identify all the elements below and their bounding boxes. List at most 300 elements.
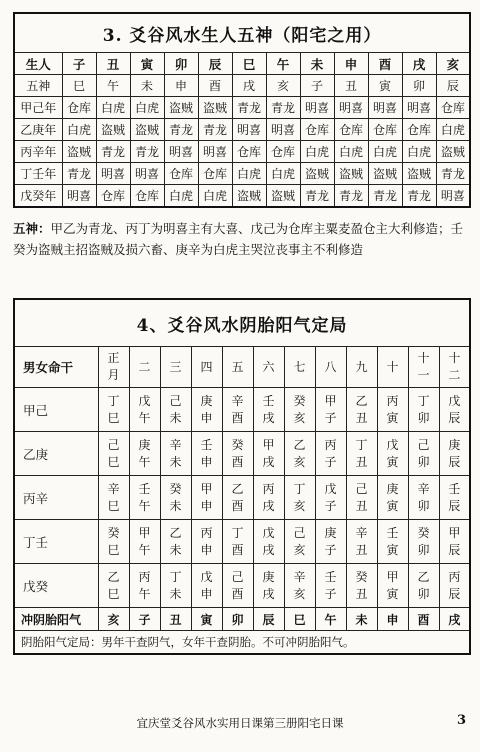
table2-cell-char: 辛 [355,525,368,540]
table2-cell-char: 丁 [169,569,182,584]
table1-cell: 盗贼 [198,97,232,119]
table2-cell-char: 甲 [448,525,461,540]
table2-cell [129,432,160,476]
table2-cell-char: 巳 [107,542,120,557]
month-header-char: 正 [107,351,120,365]
table2-cell [253,564,284,608]
table1-cell: 青龙 [130,141,164,163]
table2-cell-char: 丑 [355,454,368,469]
table2-cell-char: 壬 [200,437,213,452]
table2-cell-char: 酉 [231,586,244,601]
month-header-cell [377,347,408,388]
table2-cell [191,476,222,520]
table2-title: 4、爻谷风水阴胎阳气定局 [14,299,470,347]
table2-row-label: 丙辛 [14,476,98,520]
table2-corner: 男女命干 [14,347,98,388]
table2-cell-char: 寅 [386,410,399,425]
table2-cell [191,564,222,608]
month-header-cell [439,347,470,388]
table2-cell [284,520,315,564]
table1-cell: 明喜 [266,119,300,141]
month-header-cell [129,347,160,388]
table2-cell-char: 午 [138,586,151,601]
table2-row [14,564,470,608]
table1-cell: 白虎 [62,119,96,141]
table1-header-cell: 子 [62,53,96,75]
table1-cell: 盗贼 [266,185,300,208]
table2-cell-char: 己 [293,525,306,540]
table2-cell [129,564,160,608]
table2-cell [377,476,408,520]
table2-cell-char: 巳 [107,454,120,469]
table1-cell: 仓库 [402,119,436,141]
table2-cell [98,432,129,476]
table2-cell [315,564,346,608]
table2-cell-char: 丙 [448,569,461,584]
table1-cell: 明喜 [368,97,402,119]
table2-cell-char: 戌 [262,410,275,425]
table2-cell-char: 乙 [231,481,244,496]
table1-cell: 白虎 [198,185,232,208]
table2-cell-char: 未 [169,454,182,469]
clash-row [14,608,470,631]
table2-cell-char: 戌 [262,498,275,513]
table2-cell-char: 申 [200,454,213,469]
table2-cell-char: 壬 [386,525,399,540]
table1-cell: 盗贼 [130,119,164,141]
table2-cell [377,520,408,564]
table2-cell [160,476,191,520]
table2-cell [315,476,346,520]
yin-yang-table [13,298,471,655]
table2-cell-char: 丁 [231,525,244,540]
table1-cell: 戌 [232,75,266,97]
table2-cell-char: 丙 [262,481,275,496]
table2-cell-char: 壬 [262,393,275,408]
clash-cell: 申 [377,608,408,631]
table2-cell-char: 庚 [324,525,337,540]
table1-row [14,119,470,141]
month-header-char: 十 [448,351,461,365]
table1-cell: 盗贼 [62,141,96,163]
table1-cell: 盗贼 [402,163,436,185]
table1-cell: 白虎 [266,163,300,185]
clash-cell: 午 [315,608,346,631]
table2-cell-char: 戊 [262,525,275,540]
table2-cell-char: 未 [169,498,182,513]
table2-cell-char: 乙 [417,569,430,584]
month-header-char: 六 [262,359,275,374]
table2-cell [346,520,377,564]
five-spirits-table [13,12,471,208]
table1-cell: 仓库 [368,119,402,141]
table1-cell: 明喜 [130,163,164,185]
clash-cell: 子 [129,608,160,631]
table1-row [14,163,470,185]
table2-cell-char: 戊 [324,481,337,496]
table2-cell [222,520,253,564]
table2-cell [98,476,129,520]
table1-header-cell: 申 [334,53,368,75]
table1-cell: 盗贼 [96,119,130,141]
month-header-cell [253,347,284,388]
table2-cell-char: 丙 [138,569,151,584]
table1-cell: 白虎 [300,141,334,163]
table2-cell [439,520,470,564]
table2-cell-char: 卯 [417,542,430,557]
table2-cell-char: 壬 [448,481,461,496]
table2-cell-char: 未 [169,586,182,601]
table2-cell-char: 戌 [262,454,275,469]
table1-header-cell: 巳 [232,53,266,75]
table1-cell: 青龙 [96,141,130,163]
table1-cell: 子 [300,75,334,97]
table2-cell-char: 丑 [355,542,368,557]
table2-cell-char: 寅 [386,454,399,469]
table1-header-cell: 寅 [130,53,164,75]
table2-row-label: 乙庚 [14,432,98,476]
table2-cell-char: 己 [355,481,368,496]
table1-cell: 青龙 [232,97,266,119]
table2-cell-char: 甲 [200,481,213,496]
table1-row-label: 甲己年 [14,97,62,119]
table2-cell-char: 庚 [262,569,275,584]
table1-cell: 盗贼 [436,141,470,163]
table2-cell [222,388,253,432]
table1-cell: 青龙 [368,185,402,208]
table2-cell-char: 辰 [448,454,461,469]
table1-cell: 青龙 [402,185,436,208]
table2-cell [284,432,315,476]
table2-cell-char: 壬 [324,569,337,584]
table2-cell [315,432,346,476]
month-header-cell [346,347,377,388]
table1-cell: 青龙 [300,185,334,208]
table1-header-cell: 丑 [96,53,130,75]
table1-cell: 明喜 [198,141,232,163]
table2-cell [253,388,284,432]
table2-cell-char: 子 [324,498,337,513]
table1-cell: 巳 [62,75,96,97]
month-header-char: 月 [107,368,120,382]
month-header-char: 四 [200,359,213,374]
table1-cell: 仓库 [232,141,266,163]
table2-cell-char: 己 [231,569,244,584]
table2-cell [408,564,439,608]
table2-cell [98,388,129,432]
table1-cell: 白虎 [232,163,266,185]
table2-cell-char: 亥 [293,586,306,601]
table2-cell-char: 酉 [231,454,244,469]
table1-cell: 仓库 [334,119,368,141]
month-header-char: 一 [417,368,430,382]
note-text: 甲乙为青龙、丙丁为明喜主有大喜、戊己为仓库主粟麦盈仓主大利修造；壬癸为盗贼主招盗贼及损六畜、庚辛为白虎主哭泣丧事主不利修造 [13,221,464,257]
table2-cell-char: 癸 [293,393,306,408]
table1-cell: 盗贼 [300,163,334,185]
table2-cell-char: 乙 [355,393,368,408]
table1-cell: 仓库 [198,163,232,185]
table2-cell-char: 庚 [448,437,461,452]
table1-cell: 寅 [368,75,402,97]
table2-cell [377,388,408,432]
table2-cell-char: 丑 [355,498,368,513]
month-header-char: 二 [138,359,151,374]
table2-cell-char: 子 [324,586,337,601]
table2-cell-char: 戊 [138,393,151,408]
table2-cell-char: 亥 [293,410,306,425]
clash-cell: 卯 [222,608,253,631]
table1-cell: 明喜 [334,97,368,119]
table2-cell-char: 未 [169,542,182,557]
table1-cell: 盗贼 [232,185,266,208]
table1-cell: 明喜 [62,185,96,208]
table2-cell [160,388,191,432]
table1-cell: 仓库 [96,185,130,208]
table1-row-label: 五神 [14,75,62,97]
table1-cell: 白虎 [436,119,470,141]
table2-cell-char: 辰 [448,542,461,557]
table2-cell-char: 壬 [138,481,151,496]
table2-cell-char: 申 [200,586,213,601]
table1-cell: 明喜 [436,185,470,208]
table2-cell-char: 甲 [324,393,337,408]
month-header-char: 五 [231,359,244,374]
table1-header-cell: 午 [266,53,300,75]
table2-cell-char: 己 [169,393,182,408]
table2-cell [253,432,284,476]
table2-cell-char: 申 [200,498,213,513]
table2-cell-char: 戌 [262,542,275,557]
table2-cell [315,520,346,564]
table2-cell [160,564,191,608]
table2-cell-char: 庚 [386,481,399,496]
table2-cell-char: 子 [324,410,337,425]
table1-cell: 盗贼 [368,163,402,185]
table1-header-cell: 卯 [164,53,198,75]
table1-header-cell: 生人 [14,53,62,75]
table1-row [14,185,470,208]
table1-cell: 仓库 [130,185,164,208]
table2-cell [98,520,129,564]
table2-cell-char: 庚 [138,437,151,452]
clash-cell: 寅 [191,608,222,631]
table1-cell: 白虎 [402,141,436,163]
table2-cell-char: 甲 [386,569,399,584]
month-header-cell [315,347,346,388]
table2-row [14,520,470,564]
table2-cell-char: 丁 [417,393,430,408]
table1-cell: 青龙 [164,119,198,141]
table2-cell-char: 午 [138,410,151,425]
table2-cell [315,388,346,432]
table1-cell: 青龙 [62,163,96,185]
table1-cell: 辰 [436,75,470,97]
table2-cell [377,432,408,476]
clash-cell: 巳 [284,608,315,631]
table2-cell [439,388,470,432]
table2-cell [284,388,315,432]
table2-cell-char: 子 [324,454,337,469]
table2-cell [439,476,470,520]
table1-row-label: 丁壬年 [14,163,62,185]
table2-cell-char: 乙 [169,525,182,540]
table2-cell-char: 庚 [200,393,213,408]
table1-cell: 申 [164,75,198,97]
table1-cell: 明喜 [232,119,266,141]
table2-footer-note: 阴胎阳气定局：男年干查阴气，女年干查阴胎。不可冲阴胎阳气。 [14,631,470,655]
table1-cell: 明喜 [300,97,334,119]
clash-cell: 丑 [160,608,191,631]
table2-cell [346,476,377,520]
five-spirits-note [13,218,469,260]
table2-cell [408,520,439,564]
table2-cell-char: 癸 [355,569,368,584]
clash-row-label: 冲阴胎阳气 [14,608,98,631]
table2-cell-char: 丙 [200,525,213,540]
table2-cell-char: 巳 [107,498,120,513]
table2-cell-char: 申 [200,410,213,425]
table2-cell [129,388,160,432]
table1-cell: 青龙 [334,185,368,208]
table2-cell-char: 丑 [355,586,368,601]
table2-row [14,432,470,476]
table2-cell [191,388,222,432]
table1-cell: 明喜 [164,141,198,163]
table2-row-label: 戊癸 [14,564,98,608]
table1-header-cell: 戌 [402,53,436,75]
table2-cell [98,564,129,608]
table2-cell-char: 丁 [107,393,120,408]
table1-row [14,97,470,119]
table2-cell-char: 戊 [200,569,213,584]
table2-cell-char: 亥 [293,542,306,557]
table1-cell: 明喜 [96,163,130,185]
table2-cell [160,432,191,476]
table2-cell [129,476,160,520]
table2-cell-char: 卯 [417,586,430,601]
table2-cell [408,388,439,432]
clash-cell: 亥 [98,608,129,631]
month-header-cell [160,347,191,388]
table2-cell [253,476,284,520]
table2-cell [253,520,284,564]
table2-cell [377,564,408,608]
table1-cell: 白虎 [164,185,198,208]
table2-cell-char: 己 [417,437,430,452]
table1-cell: 卯 [402,75,436,97]
table1-row-label: 丙辛年 [14,141,62,163]
table2-cell [408,432,439,476]
table2-row [14,476,470,520]
table2-cell-char: 辛 [107,481,120,496]
table1-row [14,141,470,163]
table1-cell: 仓库 [266,141,300,163]
table2-cell-char: 亥 [293,454,306,469]
table2-cell-char: 寅 [386,586,399,601]
table2-cell-char: 寅 [386,498,399,513]
table1-cell: 盗贼 [164,97,198,119]
table2-cell-char: 午 [138,498,151,513]
table2-cell-char: 丙 [386,393,399,408]
table1-cell: 青龙 [198,119,232,141]
table1-cell: 仓库 [436,97,470,119]
table2-cell [439,432,470,476]
table1-header-cell: 酉 [368,53,402,75]
month-header-char: 十 [386,359,399,374]
table2-row [14,388,470,432]
table2-cell [222,564,253,608]
table2-cell-char: 午 [138,542,151,557]
table2-cell-char: 酉 [231,498,244,513]
table1-cell: 白虎 [334,141,368,163]
table2-cell-char: 亥 [293,498,306,513]
table1-cell: 酉 [198,75,232,97]
page-footer: 宜庆堂爻谷风水实用日课第三册阳宅日课 [136,716,344,730]
table1-row-label: 乙庚年 [14,119,62,141]
clash-cell: 辰 [253,608,284,631]
table1-cell: 白虎 [96,97,130,119]
table2-row-label: 丁壬 [14,520,98,564]
table1-cell: 白虎 [130,97,164,119]
table1-cell: 仓库 [164,163,198,185]
table2-cell-char: 寅 [386,542,399,557]
table1-header-row [14,53,470,75]
table2-cell-char: 巳 [107,410,120,425]
table2-cell-char: 酉 [231,410,244,425]
table2-cell-char: 癸 [231,437,244,452]
table1-header-cell: 亥 [436,53,470,75]
table2-cell [439,564,470,608]
table2-cell-char: 甲 [138,525,151,540]
month-header-char: 九 [355,359,368,374]
table2-cell-char: 癸 [417,525,430,540]
table2-cell-char: 辰 [448,586,461,601]
table2-cell-char: 己 [107,437,120,452]
table1-cell: 白虎 [368,141,402,163]
table2-cell [191,520,222,564]
table2-cell-char: 巳 [107,586,120,601]
table1-cell: 青龙 [436,163,470,185]
table2-cell [160,520,191,564]
table2-cell [191,432,222,476]
table2-cell [129,520,160,564]
table2-cell [346,432,377,476]
table2-cell-char: 卯 [417,410,430,425]
table2-cell-char: 辰 [448,498,461,513]
month-header-cell [191,347,222,388]
table2-row-label: 甲己 [14,388,98,432]
table1-cell: 未 [130,75,164,97]
table2-cell-char: 酉 [231,542,244,557]
table1-row [14,75,470,97]
month-header-cell [98,347,129,388]
table2-cell [408,476,439,520]
table1-cell: 仓库 [62,97,96,119]
month-header-char: 七 [293,359,306,374]
clash-cell: 未 [346,608,377,631]
table2-cell-char: 卯 [417,498,430,513]
table2-cell [284,564,315,608]
page-number: 3 [456,713,466,728]
table2-cell-char: 卯 [417,454,430,469]
table2-cell-char: 未 [169,410,182,425]
table1-cell: 亥 [266,75,300,97]
table2-cell [222,476,253,520]
table1-cell: 盗贼 [334,163,368,185]
table2-header-row [14,347,470,388]
table2-cell-char: 戌 [262,586,275,601]
table2-cell [346,564,377,608]
